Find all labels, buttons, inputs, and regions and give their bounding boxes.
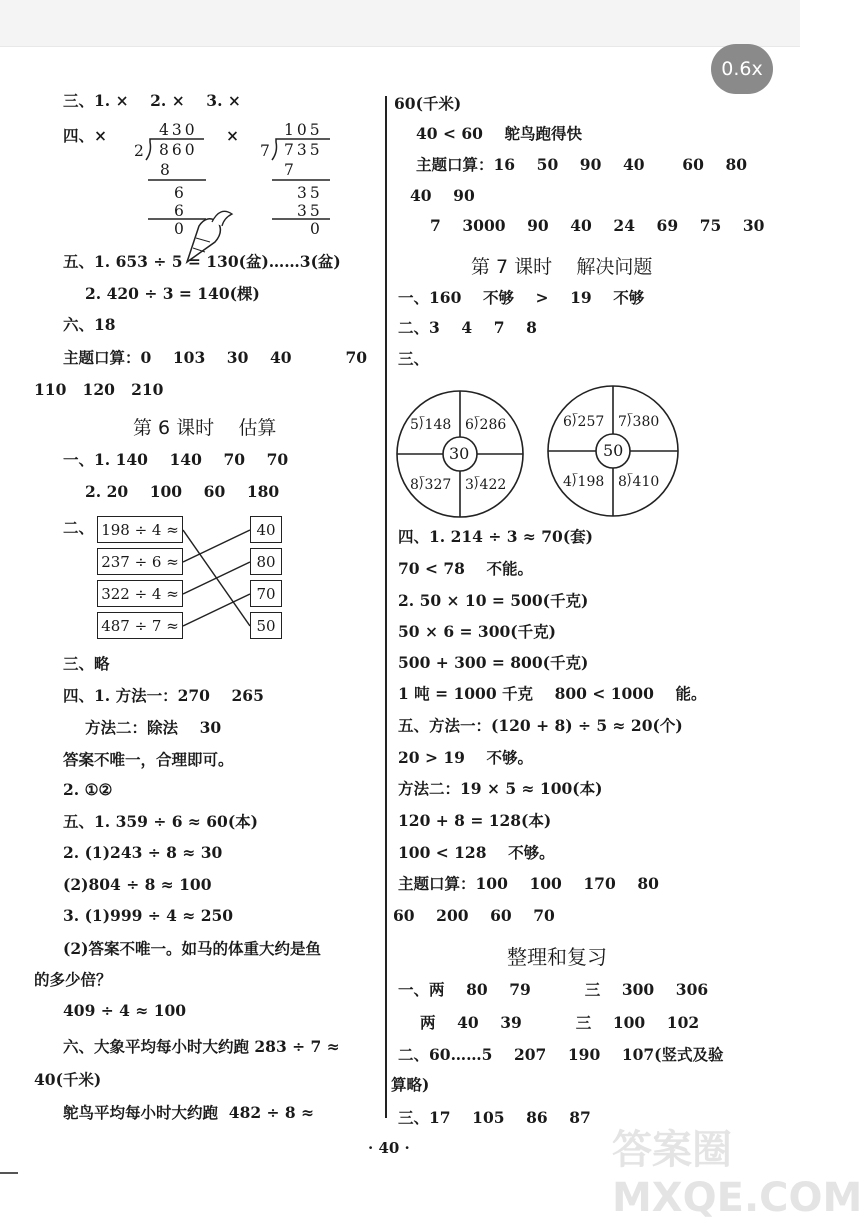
wheel-cell: 5⟌148 [410, 417, 452, 433]
answer-line: 2. 50 × 10 = 500(千克) [398, 591, 589, 610]
answer-line: 五、方法一：(120 + 8) ÷ 5 ≈ 20(个) [398, 716, 683, 735]
quotient: 105 [284, 121, 323, 139]
answer-line: 二、60……5 207 190 107(竖式及验 [398, 1045, 724, 1064]
answer-line: 方法二：19 × 5 ≈ 100(本) [398, 779, 603, 798]
answer-line: 答案不唯一，合理即可。 [63, 750, 234, 769]
step: 0 [174, 220, 184, 238]
answer-line: 二、 [63, 518, 95, 537]
dividend: 860 [159, 141, 198, 159]
wheel-cell: 6⟌257 [563, 414, 605, 430]
answer-line: (2)804 ÷ 8 ≈ 100 [63, 875, 212, 894]
match-expression-box: 322 ÷ 4 ≈ [97, 580, 183, 607]
match-answer-box: 50 [250, 612, 282, 639]
answer-line: 二、3 4 7 8 [398, 318, 537, 337]
section-heading: 整理和复习 [507, 945, 607, 969]
answer-line: 2. (1)243 ÷ 8 ≈ 30 [63, 843, 223, 862]
answer-line: 20 > 19 不够。 [398, 748, 534, 767]
match-answer-box: 70 [250, 580, 282, 607]
answer-line: × [226, 126, 239, 145]
quotient: 430 [159, 121, 198, 139]
divisor: 2 [134, 142, 144, 160]
dividend: 735 [284, 141, 323, 159]
footer-mark [0, 1172, 18, 1174]
answer-line: 60 200 60 70 [393, 906, 555, 925]
page-number: · 40 · [368, 1139, 410, 1157]
answer-line: 四、1. 214 ÷ 3 ≈ 70(套) [398, 527, 594, 546]
answer-line: 1 吨 = 1000 千克 800 < 1000 能。 [398, 684, 707, 703]
wheel-cell: 6⟌286 [465, 417, 507, 433]
answer-line: 2. 20 100 60 180 [85, 482, 280, 501]
section-heading: 第 7 课时 解决问题 [471, 256, 653, 278]
answer-line: 三、1. × 2. × 3. × [63, 91, 241, 110]
answer-line: 鸵鸟平均每小时大约跑 482 ÷ 8 ≈ [63, 1103, 315, 1122]
answer-line: 六、18 [63, 315, 116, 334]
answer-line: 110 120 210 [34, 380, 164, 399]
answer-line: 三、17 105 86 87 [398, 1108, 591, 1127]
answer-line: 主题口算：0 103 30 40 70 [63, 348, 368, 367]
step: 0 [310, 220, 320, 238]
answer-line: 三、略 [63, 654, 110, 673]
answer-line: 四、1. 方法一：270 265 [63, 686, 264, 705]
answer-line: 40 90 [410, 186, 475, 205]
answer-line: (2)答案不唯一。如马的体重大约是鱼 [63, 939, 321, 958]
answer-line: 算略) [391, 1075, 430, 1094]
answer-line: 三、 [398, 349, 430, 368]
match-answer-box: 80 [250, 548, 282, 575]
answer-line: 一、两 80 79 三 300 306 [398, 980, 709, 999]
match-expression-box: 487 ÷ 7 ≈ [97, 612, 183, 639]
answer-line: 40(千米) [34, 1070, 102, 1089]
answer-line: 四、× [63, 126, 107, 145]
answer-line: 的多少倍？ [34, 970, 112, 989]
divisor: 7 [260, 142, 270, 160]
match-expression-box: 198 ÷ 4 ≈ [97, 516, 183, 543]
answer-line: 主题口算：16 50 90 40 60 80 [416, 155, 748, 174]
site-watermark: 答案圈 MXQE.COM [612, 1127, 862, 1221]
answer-line: 60(千米) [394, 94, 462, 113]
step: 6 [174, 184, 184, 202]
wheel-cell: 4⟌198 [563, 474, 605, 490]
match-answer-box: 40 [250, 516, 282, 543]
playback-speed-button[interactable]: 0.6x [711, 44, 773, 94]
section-heading: 第 6 课时 估算 [133, 417, 277, 439]
answer-line: 100 < 128 不够。 [398, 843, 555, 862]
answer-line: 3. (1)999 ÷ 4 ≈ 250 [63, 906, 234, 925]
match-expression-box: 237 ÷ 6 ≈ [97, 548, 183, 575]
answer-line: 五、1. 359 ÷ 6 ≈ 60(本) [63, 812, 259, 831]
answer-line: 五、1. 653 ÷ 5 = 130(盆)……3(盆) [63, 252, 341, 271]
answer-line: 7 3000 90 40 24 69 75 30 [430, 216, 765, 235]
answer-line: 50 × 6 = 300(千克) [398, 622, 556, 641]
step: 6 [174, 202, 184, 220]
answer-line: 主题口算：100 100 170 80 [398, 874, 659, 893]
answer-line: 2. ①② [63, 780, 113, 799]
wheel-center: 50 [603, 441, 624, 460]
wheel-cell: 8⟌410 [618, 474, 660, 490]
step: 35 [297, 202, 323, 220]
answer-line: 2. 420 ÷ 3 = 140(棵) [85, 284, 260, 303]
answer-line: 500 + 300 = 800(千克) [398, 653, 589, 672]
answer-line: 409 ÷ 4 ≈ 100 [63, 1001, 187, 1020]
wheel-cell: 3⟌422 [465, 477, 507, 493]
answer-line: 方法二：除法 30 [85, 718, 222, 737]
answer-line: 两 40 39 三 100 102 [420, 1013, 700, 1032]
answer-line: 70 < 78 不能。 [398, 559, 534, 578]
answer-line: 一、160 不够 > 19 不够 [398, 288, 645, 307]
step: 35 [297, 184, 323, 202]
step: 8 [160, 161, 170, 179]
answer-line: 六、大象平均每小时大约跑 283 ÷ 7 ≈ [63, 1037, 340, 1056]
wheel-cell: 8⟌327 [410, 477, 452, 493]
wheel-center: 30 [449, 444, 470, 463]
answer-line: 40 < 60 鸵鸟跑得快 [416, 124, 583, 143]
wheel-cell: 7⟌380 [618, 414, 660, 430]
answer-line: 一、1. 140 140 70 70 [63, 450, 289, 469]
step: 7 [284, 161, 294, 179]
answer-line: 120 + 8 = 128(本) [398, 811, 552, 830]
